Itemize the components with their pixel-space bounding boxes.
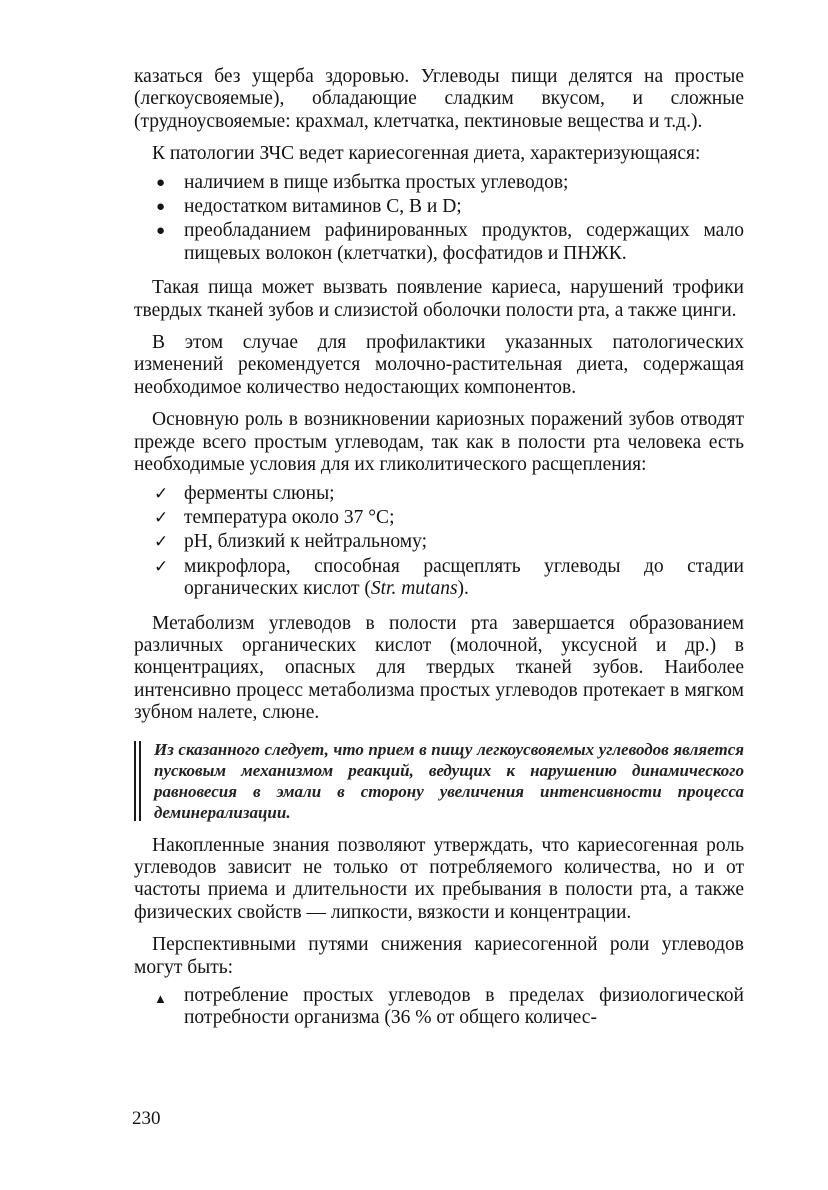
check-icon: ✓ xyxy=(154,532,169,552)
list-item xyxy=(134,483,744,505)
note-text: Из сказанного следует, что прием в пищу легкоусвояемых углеводов является пусковым механизмом реакций, ведущих к нарушению динамического равновесия в эмали в сторону увеличения интенсивности процесса деминерализации. xyxy=(154,739,744,822)
bullet-icon: ● xyxy=(156,199,166,216)
paragraph: Метаболизм углеводов в полости рта завершается образованием различных органических кислот (молочной, уксусной и др.) в концентрациях, опасных для твердых тканей зубов. Наиболее интенсивно процесс метаболизма простых углеводов протекает в мягком зубном налете, слюне. xyxy=(134,612,744,724)
paragraph: В этом случае для профилактики указанных патологических изменений рекомендуется молочно-растительная диета, содержащая необходимое количество недостающих компонентов. xyxy=(134,332,744,398)
list-item xyxy=(134,531,744,553)
list-item-text: ферменты слюны; xyxy=(184,482,335,504)
bullet-icon: ● xyxy=(156,223,166,240)
check-list xyxy=(134,483,744,601)
species-name: Str. mutans xyxy=(370,578,458,600)
highlight-note xyxy=(134,739,744,823)
check-icon: ✓ xyxy=(154,507,169,527)
list-item-text: недостатком витаминов С, В и D; xyxy=(184,196,462,218)
note-rule xyxy=(139,741,141,821)
paragraph: Основную роль в возникновении кариозных поражений зубов отводят прежде всего простым углеводам, так как в полости рта человека есть необходимые условия для их гликолитического расщепления: xyxy=(134,409,744,476)
list-item xyxy=(134,172,744,194)
list-item-text-tail: ). xyxy=(457,578,469,600)
paragraph: Накопленные знания позволяют утверждать, что кариесогенная роль углеводов зависит не только от потребляемого количества, но и от частоты приема и длительности их пребывания в полости рта, а также физических свойств — липкости, вязкости и концентрации. xyxy=(134,834,744,923)
bullet-list xyxy=(134,172,744,266)
list-item xyxy=(134,220,744,265)
list-item-text: потребление простых углеводов в пределах физиологической потребности организма (36 % от общего количес- xyxy=(184,985,744,1029)
page-body xyxy=(134,66,744,1030)
list-item-text-main: микрофлора, способная расщеплять углеводы до стадии органических кислот ( xyxy=(184,555,744,600)
bullet-icon: ● xyxy=(156,174,166,191)
list-item-text: температура около 37 °С; xyxy=(184,506,395,528)
paragraph: Перспективными путями снижения кариесогенной роли углеводов могут быть: xyxy=(134,934,744,978)
triangle-list xyxy=(134,985,744,1030)
list-item-text: преобладанием рафинированных продуктов, содержащих мало пищевых волокон (клетчатки), фосфатидов и ПНЖК. xyxy=(184,220,744,264)
page-number: 230 xyxy=(132,1108,161,1129)
paragraph: казаться без ущерба здоровью. Углеводы пищи делятся на простые (легкоусвояемые), обладающие сладким вкусом, и сложные (трудноусвояемые: крахмал, клетчатка, пектиновые вещества и т.д.). xyxy=(134,66,744,132)
note-rule xyxy=(134,741,136,821)
list-item xyxy=(134,196,744,218)
list-item-text: рН, близкий к нейтральному; xyxy=(184,531,428,553)
list-item xyxy=(134,985,744,1030)
list-item xyxy=(134,507,744,529)
list-item-text xyxy=(184,556,744,599)
paragraph: Такая пища может вызвать появление кариеса, нарушений трофики твердых тканей зубов и слизистой оболочки полости рта, а также цинги. xyxy=(134,277,744,321)
list-item-text: наличием в пище избытка простых углеводов; xyxy=(184,171,569,193)
check-icon: ✓ xyxy=(154,556,169,576)
paragraph: К патологии ЗЧС ведет кариесогенная диета, характеризующаяся: xyxy=(152,143,701,165)
list-item xyxy=(134,556,744,601)
triangle-icon: ▲ xyxy=(154,991,167,1006)
check-icon: ✓ xyxy=(154,483,169,503)
